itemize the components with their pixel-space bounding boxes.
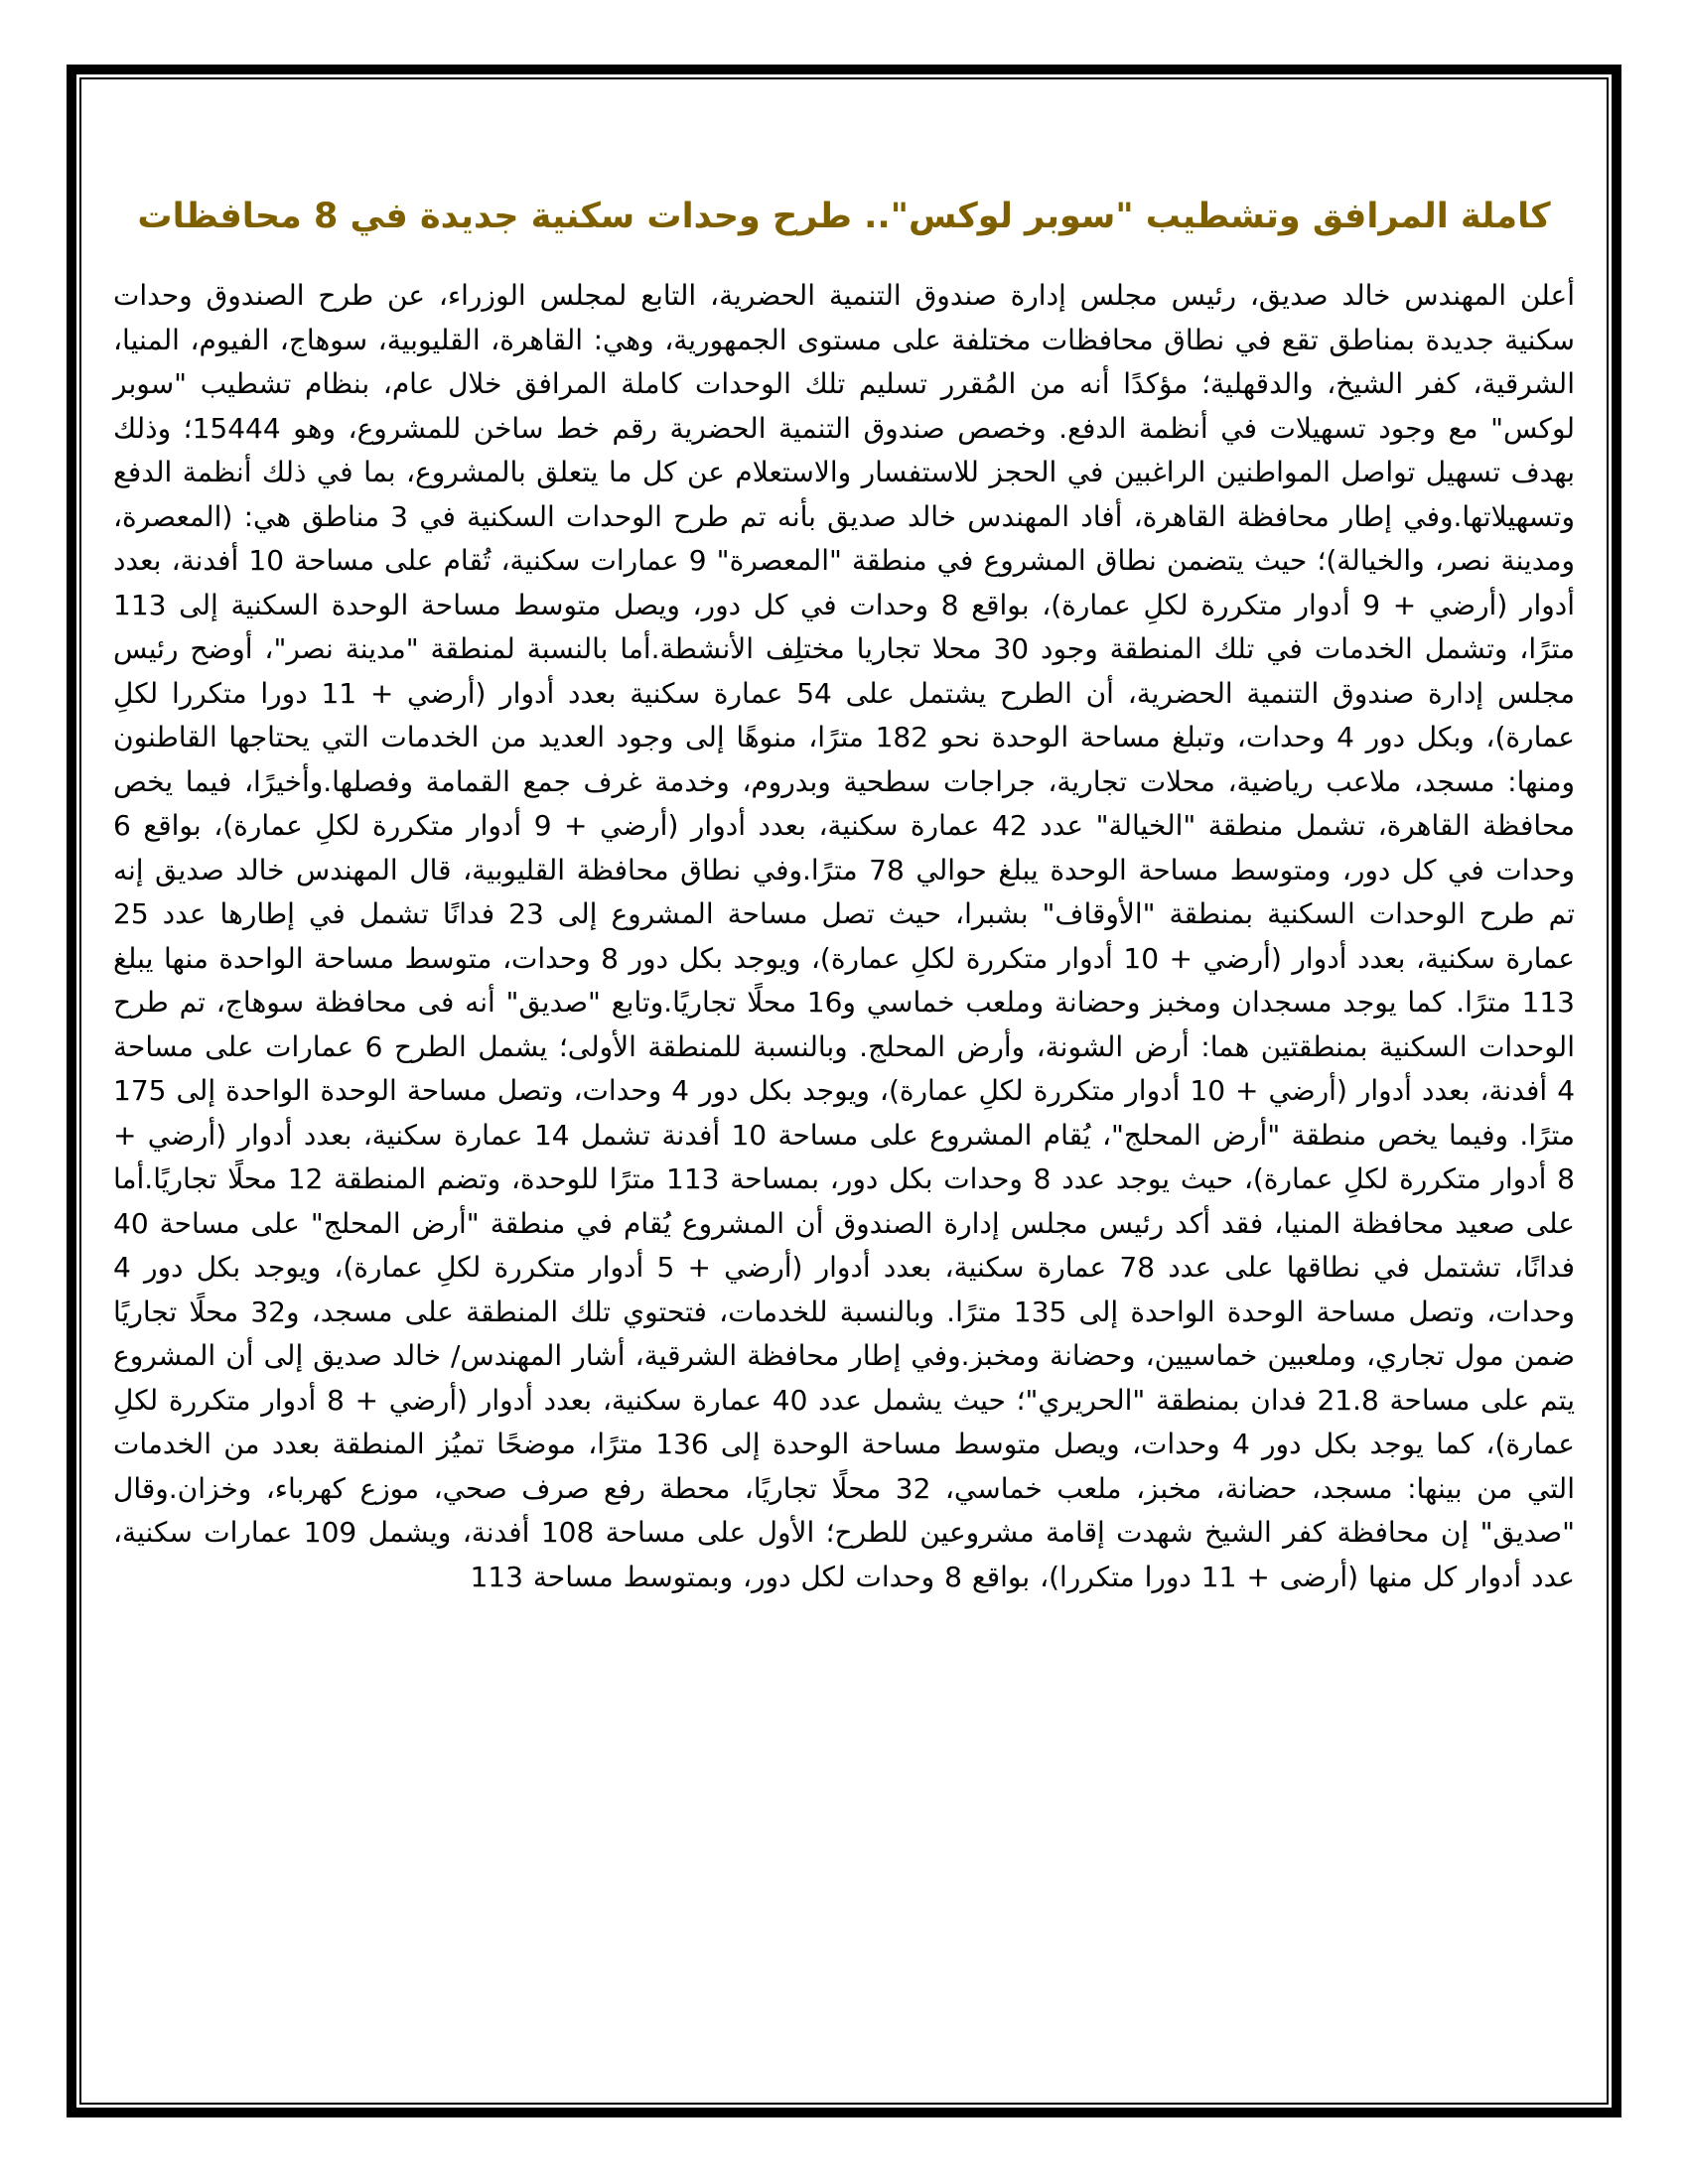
page-border-frame: [67, 65, 1621, 2117]
document-page: [81, 79, 1607, 2103]
page-title: كاملة المرافق وتشطيب "سوبر لوكس".. طرح وحدات سكنية جديدة في 8 محافظات: [137, 197, 1551, 236]
article-body-text: أعلن المهندس خالد صديق، رئيس مجلس إدارة صندوق التنمية الحضرية، التابع لمجلس الوزراء، عن طرح الصندوق وحدات سكنية جديدة بمناطق تقع في نطاق محافظات مختلفة على مستوى الجمهورية، وهي: القاهرة، القليوبية، سوهاج، الفيوم، المنيا، الشرقية، كفر الشيخ، والدقهلية؛ مؤكدًا أنه من المُقرر تسليم تلك الوحدات كاملة المرافق خلال عام، بنظام تشطيب "سوبر لوكس" مع وجود تسهيلات في أنظمة الدفع. وخصص صندوق التنمية الحضرية رقم خط ساخن للمشروع، وهو 15444؛ وذلك بهدف تسهيل تواصل المواطنين الراغبين في الحجز للاستفسار والاستعلام عن كل ما يتعلق بالمشروع، بما في ذلك أنظمة الدفع وتسهيلاتها.وفي إطار محافظة القاهرة، أفاد المهندس خالد صديق بأنه تم طرح الوحدات السكنية في 3 مناطق هي: (المعصرة، ومدينة نصر، والخيالة)؛ حيث يتضمن نطاق المشروع في منطقة "المعصرة" 9 عمارات سكنية، تُقام على مساحة 10 أفدنة، بعدد أدوار (أرضي + 9 أدوار متكررة لكلِ عمارة)، بواقع 8 وحدات في كل دور، ويصل متوسط مساحة الوحدة السكنية إلى 113 مترًا، وتشمل الخدمات في تلك المنطقة وجود 30 محلا تجاريا مختلِف الأنشطة.أما بالنسبة لمنطقة "مدينة نصر"، أوضح رئيس مجلس إدارة صندوق التنمية الحضرية، أن الطرح يشتمل على 54 عمارة سكنية بعدد أدوار (أرضي + 11 دورا متكررا لكلِ عمارة)، وبكل دور 4 وحدات، وتبلغ مساحة الوحدة نحو 182 مترًا، منوهًا إلى وجود العديد من الخدمات التي يحتاجها القاطنون ومنها: مسجد، ملاعب رياضية، محلات تجارية، جراجات سطحية وبدروم، وخدمة غرف جمع القمامة وفصلها.وأخيرًا، فيما يخص محافظة القاهرة، تشمل منطقة "الخيالة" عدد 42 عمارة سكنية، بعدد أدوار (أرضي + 9 أدوار متكررة لكلِ عمارة)، بواقع 6 وحدات في كل دور، ومتوسط مساحة الوحدة يبلغ حوالي 78 مترًا.وفي نطاق محافظة القليوبية، قال المهندس خالد صديق إنه تم طرح الوحدات السكنية بمنطقة "الأوقاف" بشبرا، حيث تصل مساحة المشروع إلى 23 فدانًا تشمل في إطارها عدد 25 عمارة سكنية، بعدد أدوار (أرضي + 10 أدوار متكررة لكلِ عمارة)، ويوجد بكل دور 8 وحدات، متوسط مساحة الواحدة منها يبلغ 113 مترًا. كما يوجد مسجدان ومخبز وحضانة وملعب خماسي و16 محلًا تجاريًا.وتابع "صديق" أنه فى محافظة سوهاج، تم طرح الوحدات السكنية بمنطقتين هما: أرض الشونة، وأرض المحلج. وبالنسبة للمنطقة الأولى؛ يشمل الطرح 6 عمارات على مساحة 4 أفدنة، بعدد أدوار (أرضي + 10 أدوار متكررة لكلِ عمارة)، ويوجد بكل دور 4 وحدات، وتصل مساحة الوحدة الواحدة إلى 175 مترًا. وفيما يخص منطقة "أرض المحلج"، يُقام المشروع على مساحة 10 أفدنة تشمل 14 عمارة سكنية، بعدد أدوار (أرضي + 8 أدوار متكررة لكلِ عمارة)، حيث يوجد عدد 8 وحدات بكل دور، بمساحة 113 مترًا للوحدة، وتضم المنطقة 12 محلًا تجاريًا.أما على صعيد محافظة المنيا، فقد أكد رئيس مجلس إدارة الصندوق أن المشروع يُقام في منطقة "أرض المحلج" على مساحة 40 فدانًا، تشتمل في نطاقها على عدد 78 عمارة سكنية، بعدد أدوار (أرضي + 5 أدوار متكررة لكلِ عمارة)، ويوجد بكل دور 4 وحدات، وتصل مساحة الوحدة الواحدة إلى 135 مترًا. وبالنسبة للخدمات، فتحتوي تلك المنطقة على مسجد، و32 محلًا تجاريًا ضمن مول تجاري، وملعبين خماسيين، وحضانة ومخبز.وفي إطار محافظة الشرقية، أشار المهندس/ خالد صديق إلى أن المشروع يتم على مساحة 21.8 فدان بمنطقة "الحريري"؛ حيث يشمل عدد 40 عمارة سكنية، بعدد أدوار (أرضي + 8 أدوار متكررة لكلِ عمارة)، كما يوجد بكل دور 4 وحدات، ويصل متوسط مساحة الوحدة إلى 136 مترًا، موضحًا تميُز المنطقة بعدد من الخدمات التي من بينها: مسجد، حضانة، مخبز، ملعب خماسي، 32 محلًا تجاريًا، محطة رفع صرف صحي، موزع كهرباء، وخزان.وقال "صديق" إن محافظة كفر الشيخ شهدت إقامة مشروعين للطرح؛ الأول على مساحة 108 أفدنة، ويشمل 109 عمارات سكنية، عدد أدوار كل منها (أرضى + 11 دورا متكررا)، بواقع 8 وحدات لكل دور، وبمتوسط مساحة 113: [113, 279, 1576, 1593]
page-border-inner-line: [79, 77, 1609, 2105]
